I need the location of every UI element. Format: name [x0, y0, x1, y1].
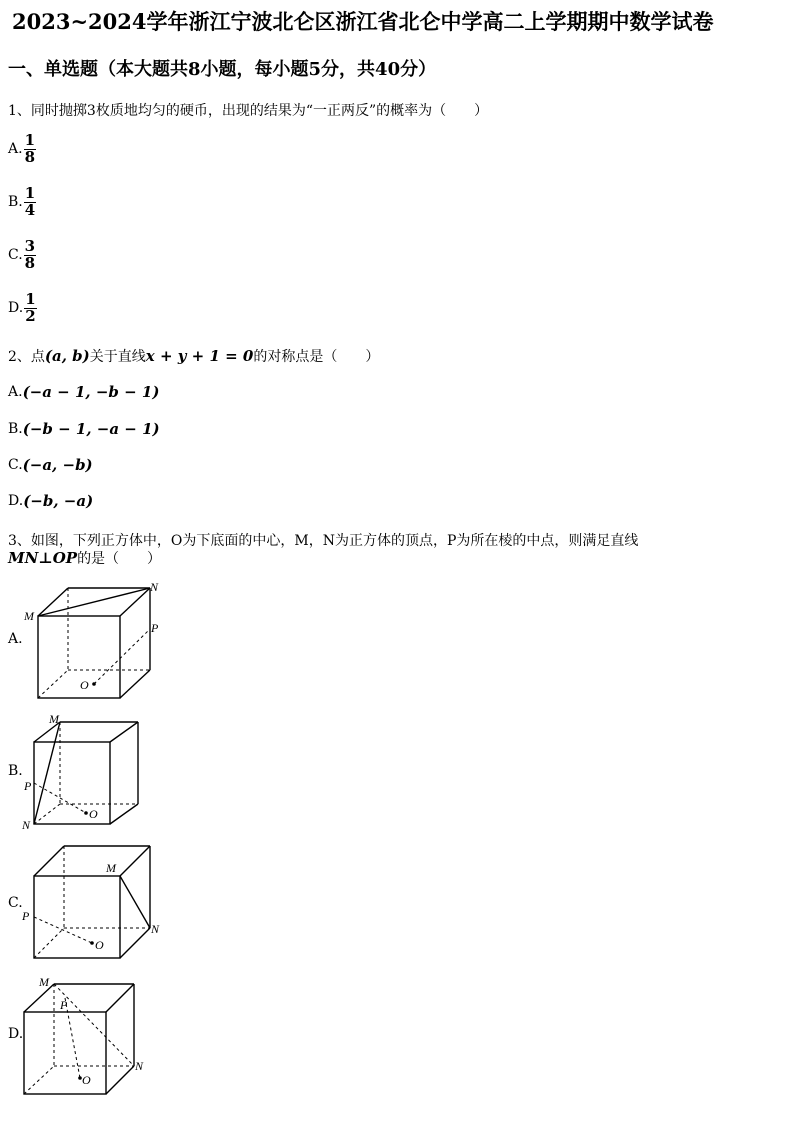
question-3-stem-line1: 3、如图，下列正方体中，O为下底面的中心，M，N为正方体的顶点，P为所在棱的中点，则满足直线 [8, 533, 639, 549]
q1-option-c[interactable] [8, 239, 36, 272]
center-o-label: O [82, 1073, 91, 1087]
vertex-m-label: M [49, 712, 59, 726]
denominator: 2 [25, 306, 36, 325]
question-1-stem: 1、同时抛掷3枚质地均匀的硬币，出现的结果为“一正两反”的概率为（ ） [8, 103, 489, 119]
numerator: 1 [25, 290, 36, 308]
stem-text: 的对称点是（ ） [253, 349, 380, 365]
option-label: C. [8, 247, 23, 264]
center-o-label: O [95, 938, 104, 952]
q2-option-b[interactable] [8, 420, 160, 438]
option-label: A. [8, 384, 23, 400]
vertex-m-label: M [39, 975, 49, 989]
point-expr: (a, b) [44, 347, 90, 365]
option-label: A. [8, 141, 23, 158]
midpoint-p-label: P [60, 998, 68, 1012]
option-label: C. [8, 457, 23, 473]
option-label: D. [8, 300, 24, 317]
q3-option-d-figure [20, 972, 170, 1097]
midpoint-p-label: P [22, 909, 30, 923]
q3-option-b-label[interactable]: B. [8, 763, 23, 779]
section-heading: 一、单选题（本大题共8小题，每小题5分，共40分） [8, 59, 437, 80]
option-label: B. [8, 421, 23, 437]
line-equation: x + y + 1 = 0 [145, 347, 254, 365]
option-label: B. [8, 194, 23, 211]
fraction [24, 186, 36, 219]
question-2-stem [8, 346, 379, 366]
perpendicular-expr: MN⊥OP [8, 549, 78, 567]
q2-option-a[interactable] [8, 383, 159, 401]
numerator: 1 [24, 184, 36, 202]
vertex-n-label: N [135, 1059, 144, 1073]
q3-option-c-figure [20, 840, 170, 965]
q2-option-d[interactable] [8, 492, 93, 510]
q3-option-b-figure [20, 712, 150, 832]
center-o-label: O [80, 678, 89, 692]
option-expr: (−b, −a) [23, 492, 94, 510]
denominator: 8 [24, 147, 35, 166]
option-expr: (−b − 1, −a − 1) [22, 420, 160, 438]
option-label: D. [8, 493, 24, 509]
exam-title: 2023~2024学年浙江宁波北仑区浙江省北仑中学高二上学期期中数学试卷 [12, 9, 714, 34]
q1-option-a[interactable] [8, 133, 36, 166]
vertex-n-label: N [22, 818, 31, 832]
vertex-m-label: M [24, 609, 34, 623]
stem-text: 关于直线 [89, 349, 146, 365]
option-expr: (−a, −b) [22, 456, 93, 474]
stem-text: 的是（ ） [77, 551, 162, 567]
stem-text: 2、点 [8, 349, 45, 365]
numerator: 1 [24, 131, 35, 149]
center-o-label: O [89, 807, 98, 821]
option-expr: (−a − 1, −b − 1) [22, 383, 160, 401]
midpoint-p-label: P [24, 779, 32, 793]
fraction [24, 133, 36, 166]
q3-option-a-figure [20, 578, 170, 703]
q3-option-c-label[interactable]: C. [8, 895, 23, 911]
midpoint-p-label: P [151, 621, 159, 635]
vertex-n-label: N [151, 922, 160, 936]
numerator: 3 [24, 237, 36, 255]
q2-option-c[interactable] [8, 456, 93, 474]
fraction [24, 239, 36, 272]
question-3-stem-line2 [8, 548, 161, 568]
denominator: 4 [24, 200, 36, 219]
denominator: 8 [24, 253, 36, 272]
vertex-m-label: M [106, 861, 116, 875]
q1-option-d[interactable] [8, 292, 37, 325]
q1-option-b[interactable] [8, 186, 36, 219]
fraction [24, 292, 36, 325]
vertex-n-label: N [150, 580, 159, 594]
q3-option-a-label[interactable]: A. [8, 631, 23, 647]
q3-option-d-label[interactable]: D. [8, 1026, 24, 1042]
